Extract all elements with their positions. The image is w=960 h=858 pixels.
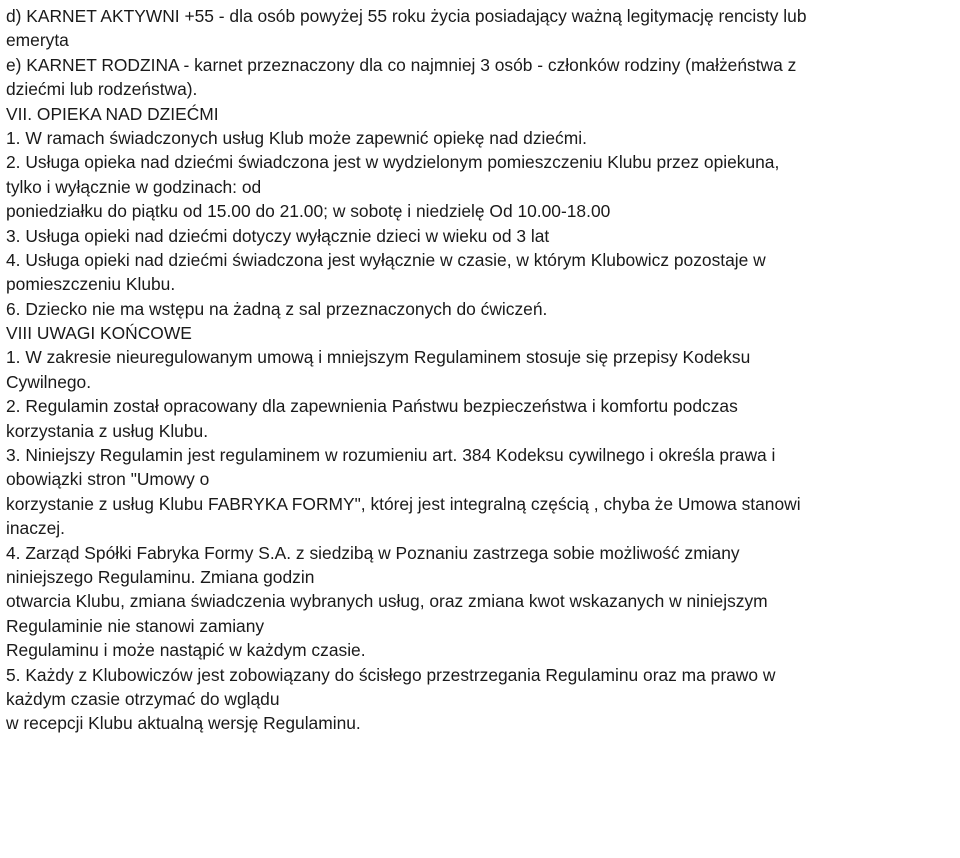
text-line: 3. Usługa opieki nad dziećmi dotyczy wyłącznie dzieci w wieku od 3 lat	[6, 225, 550, 246]
text-line: 4. Zarząd Spółki Fabryka Formy S.A. z siedzibą w Poznaniu zastrzega sobie możliwość zmiany	[6, 542, 740, 563]
text-line: niniejszego Regulaminu. Zmiana godzin	[6, 566, 315, 587]
text-line: 2. Usługa opieka nad dziećmi świadczona jest w wydzielonym pomieszczeniu Klubu przez opiekuna,	[6, 152, 780, 173]
text-line: poniedziałku do piątku od 15.00 do 21.00; w sobotę i niedzielę Od 10.00-18.00	[6, 201, 611, 222]
text-line: korzystanie z usług Klubu FABRYKA FORMY", której jest integralną częścią , chyba że Umowa stanowi	[6, 493, 801, 514]
text-line: Regulaminie nie stanowi zamiany	[6, 615, 265, 636]
text-line: tylko i wyłącznie w godzinach: od	[6, 176, 262, 197]
text-line: 6. Dziecko nie ma wstępu na żadną z sal przeznaczonych do ćwiczeń.	[6, 298, 548, 319]
section-heading: VIII UWAGI KOŃCOWE	[6, 323, 192, 344]
text-line: obowiązki stron "Umowy o	[6, 469, 210, 490]
text-line: każdym czasie otrzymać do wglądu	[6, 688, 280, 709]
section-heading: VII. OPIEKA NAD DZIEĆMI	[6, 103, 219, 124]
text-line: 4. Usługa opieki nad dziećmi świadczona jest wyłącznie w czasie, w którym Klubowicz pozostaje w	[6, 249, 766, 270]
text-line: emeryta	[6, 30, 69, 51]
text-line: korzystania z usług Klubu.	[6, 420, 209, 441]
text-line: e) KARNET RODZINA - karnet przeznaczony dla co najmniej 3 osób - członków rodziny (małżeństwa z	[6, 54, 797, 75]
text-line: w recepcji Klubu aktualną wersję Regulaminu.	[6, 713, 361, 734]
text-line: d) KARNET AKTYWNI +55 - dla osób powyżej 55 roku życia posiadający ważną legitymację rencisty lub	[6, 6, 807, 26]
text-line: pomieszczeniu Klubu.	[6, 274, 176, 295]
text-line: 1. W zakresie nieuregulowanym umową i mniejszym Regulaminem stosuje się przepisy Kodeksu	[6, 347, 751, 368]
text-line: otwarcia Klubu, zmiana świadczenia wybranych usług, oraz zmiana kwot wskazanych w niniejszym	[6, 591, 768, 612]
text-line: dziećmi lub rodzeństwa).	[6, 79, 198, 100]
document-page	[0, 4, 960, 858]
text-line: 1. W ramach świadczonych usług Klub może zapewnić opiekę nad dziećmi.	[6, 127, 587, 148]
text-line: Regulaminu i może nastąpić w każdym czasie.	[6, 640, 366, 661]
text-line: 3. Niniejszy Regulamin jest regulaminem w rozumieniu art. 384 Kodeksu cywilnego i określa prawa i	[6, 445, 776, 466]
text-line: Cywilnego.	[6, 371, 92, 392]
text-line: 5. Każdy z Klubowiczów jest zobowiązany do ścisłego przestrzegania Regulaminu oraz ma prawo w	[6, 664, 776, 685]
text-line: 2. Regulamin został opracowany dla zapewnienia Państwu bezpieczeństwa i komfortu podczas	[6, 396, 738, 417]
text-line: inaczej.	[6, 518, 65, 539]
